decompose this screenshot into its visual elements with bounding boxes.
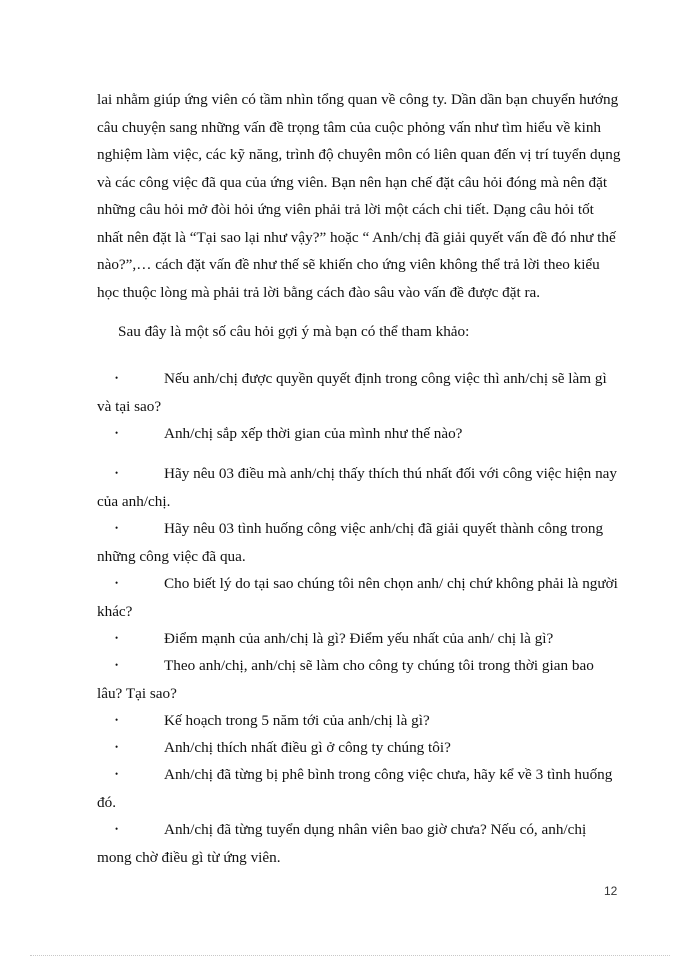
question-item [97,761,622,816]
bullet-icon: • [115,373,119,383]
question-text: Điểm mạnh của anh/chị là gì? Điểm yếu nhất của anh/ chị là gì? [164,630,554,647]
bullet-icon: • [115,523,119,533]
question-item [97,515,622,570]
question-item [97,420,622,448]
question-item [97,365,622,420]
bullet-icon: • [115,428,119,438]
bullet-icon: • [115,660,119,670]
lead-paragraph: Sau đây là một số câu hỏi gợi ý mà bạn có thể tham khảo: [118,323,470,340]
bullet-icon: • [115,715,119,725]
bullet-icon: • [115,468,119,478]
question-text: Hãy nêu 03 điều mà anh/chị thấy thích thú nhất đối với công việc hiện nay của anh/chị. [97,465,617,510]
question-item [97,707,622,735]
question-item [97,570,622,625]
bullet-icon: • [115,633,119,643]
question-item [97,652,622,707]
question-item [97,734,622,762]
page-bottom-divider [30,955,670,956]
intro-paragraph: lai nhằm giúp ứng viên có tầm nhìn tổng quan về công ty. Dần dần bạn chuyển hướng câu chuyện sang những vấn đề trọng tâm của cuộc phỏng vấn như tìm hiểu về kinh nghiệm làm việc, các kỹ năng, trình độ chuyên môn có liên quan đến vị trí tuyển dụng và các công việc đã qua của ứng viên. Bạn nên hạn chế đặt câu hỏi đóng mà nên đặt những câu hỏi mở đòi hỏi ứng viên phải trả lời một cách chi tiết. Dạng câu hỏi tốt nhất nên đặt là “Tại sao lại như vậy?” hoặc “ Anh/chị đã giải quyết vấn đề đó như thế nào?”,… cách đặt vấn đề như thế sẽ khiến cho ứng viên không thể trả lời theo kiểu học thuộc lòng mà phải trả lời bằng cách đào sâu vào vấn đề được đặt ra. [97,91,621,301]
bullet-icon: • [115,824,119,834]
question-text: Anh/chị đã từng tuyển dụng nhân viên bao giờ chưa? Nếu có, anh/chị mong chờ điều gì từ ứng viên. [97,821,587,866]
question-text: Cho biết lý do tại sao chúng tôi nên chọn anh/ chị chứ không phải là người khác? [97,575,618,620]
question-text: Nếu anh/chị được quyền quyết định trong công việc thì anh/chị sẽ làm gì và tại sao? [97,370,607,415]
question-text: Theo anh/chị, anh/chị sẽ làm cho công ty chúng tôi trong thời gian bao lâu? Tại sao? [97,657,594,702]
question-item [97,816,622,871]
question-text: Hãy nêu 03 tình huống công việc anh/chị đã giải quyết thành công trong những công việc đã qua. [97,520,604,565]
question-text: Anh/chị sắp xếp thời gian của mình như thế nào? [164,425,463,442]
page-number: 12 [604,884,618,898]
question-text: Anh/chị thích nhất điều gì ở công ty chúng tôi? [164,739,451,756]
bullet-icon: • [115,578,119,588]
bullet-icon: • [115,769,119,779]
question-text: Anh/chị đã từng bị phê bình trong công việc chưa, hãy kể về 3 tình huống đó. [97,766,613,811]
question-text: Kế hoạch trong 5 năm tới của anh/chị là gì? [164,712,430,729]
bullet-icon: • [115,742,119,752]
question-item [97,625,622,653]
question-item [97,460,622,515]
